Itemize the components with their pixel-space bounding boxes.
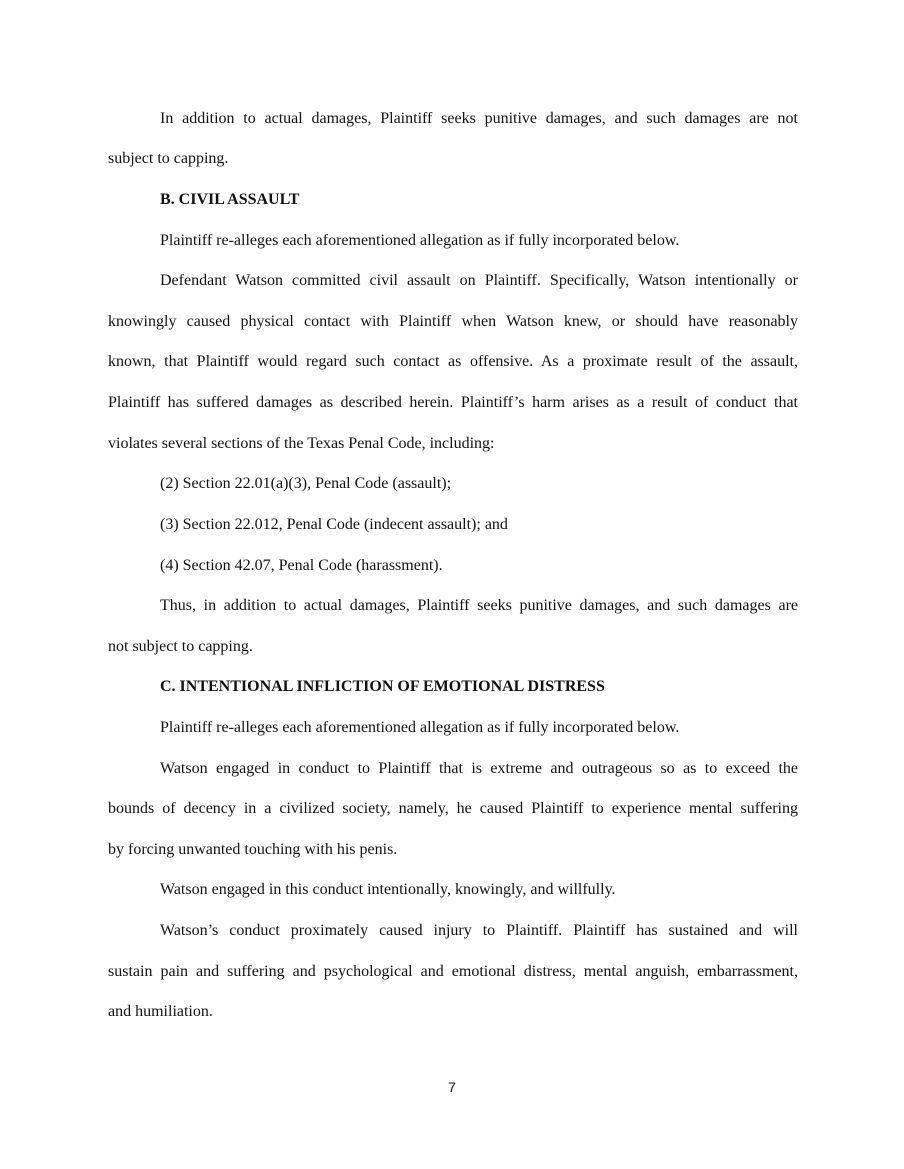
paragraph-line: Thus, in addition to actual damages, Plaintiff seeks punitive damages, and such damages are	[160, 597, 798, 614]
page-number: 7	[448, 1079, 456, 1095]
paragraph-line: In addition to actual damages, Plaintiff seeks punitive damages, and such damages are not	[160, 110, 798, 127]
paragraph-line: knowingly caused physical contact with Plaintiff when Watson knew, or should have reasonably	[108, 313, 798, 330]
paragraph-line: Watson engaged in this conduct intentionally, knowingly, and willfully.	[160, 881, 616, 898]
paragraph-line: subject to capping.	[108, 150, 229, 167]
paragraph-line: bounds of decency in a civilized society, namely, he caused Plaintiff to experience mental suffering	[108, 800, 798, 817]
paragraph-line: Watson engaged in conduct to Plaintiff that is extreme and outrageous so as to exceed the	[160, 760, 798, 777]
list-item: (4) Section 42.07, Penal Code (harassment).	[160, 557, 443, 574]
paragraph-line: known, that Plaintiff would regard such contact as offensive. As a proximate result of the assault,	[108, 353, 798, 370]
paragraph-line: Plaintiff has suffered damages as described herein. Plaintiff’s harm arises as a result of conduct that	[108, 394, 798, 411]
list-item: (2) Section 22.01(a)(3), Penal Code (assault);	[160, 475, 452, 492]
paragraph-line: and humiliation.	[108, 1003, 213, 1020]
paragraph-line: not subject to capping.	[108, 638, 253, 655]
paragraph-line: Plaintiff re-alleges each aforementioned allegation as if fully incorporated below.	[160, 719, 680, 736]
paragraph-line: violates several sections of the Texas Penal Code, including:	[108, 435, 495, 452]
paragraph-line: Defendant Watson committed civil assault on Plaintiff. Specifically, Watson intentionally or	[160, 272, 798, 289]
paragraph-line: Watson’s conduct proximately caused injury to Plaintiff. Plaintiff has sustained and will	[160, 922, 798, 939]
section-heading-civil-assault: B. CIVIL ASSAULT	[160, 191, 300, 208]
section-heading-iied: C. INTENTIONAL INFLICTION OF EMOTIONAL DISTRESS	[160, 678, 605, 695]
list-item: (3) Section 22.012, Penal Code (indecent assault); and	[160, 516, 508, 533]
paragraph-line: by forcing unwanted touching with his penis.	[108, 841, 398, 858]
paragraph-line: Plaintiff re-alleges each aforementioned allegation as if fully incorporated below.	[160, 232, 680, 249]
paragraph-line: sustain pain and suffering and psychological and emotional distress, mental anguish, embarrassment,	[108, 963, 798, 980]
